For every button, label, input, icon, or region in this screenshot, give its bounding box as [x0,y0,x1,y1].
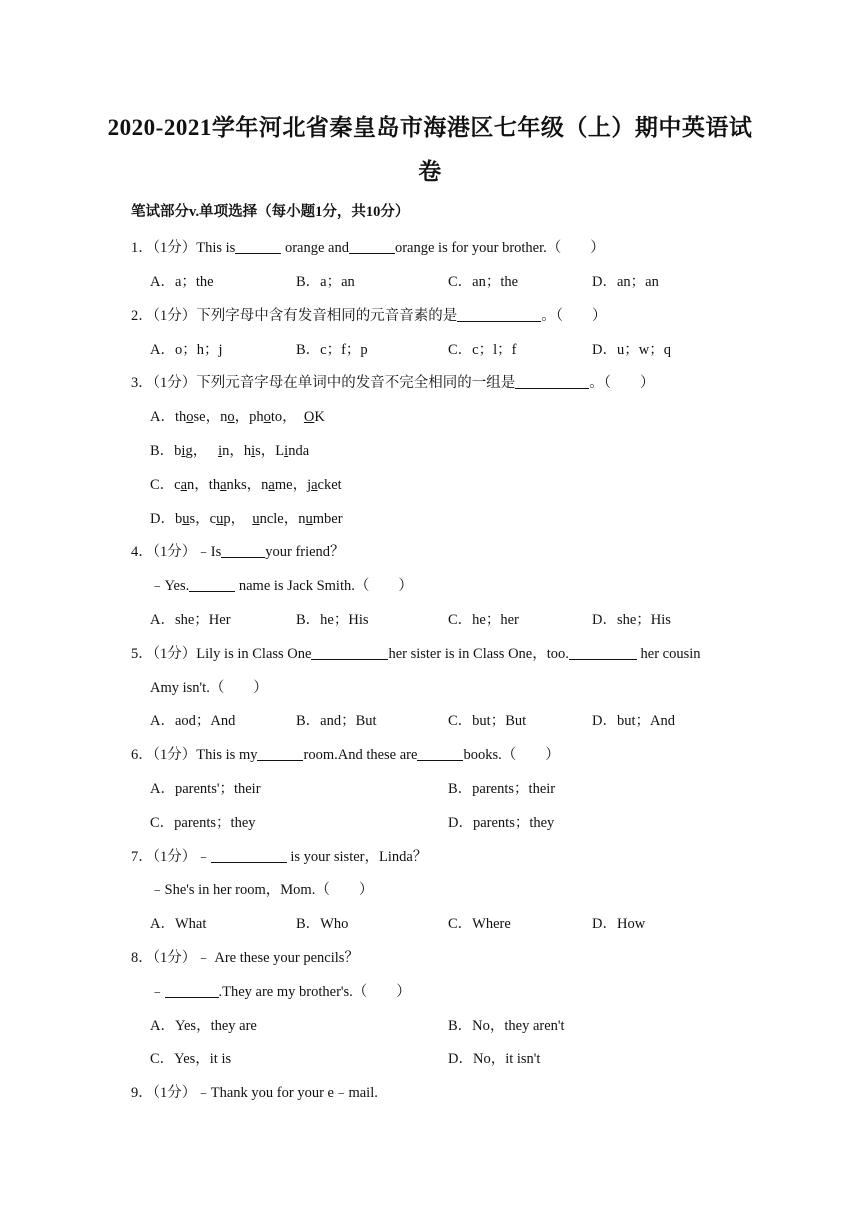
underlined-vowel: u [216,511,224,527]
question-text: her cousin [636,646,701,662]
option-a[interactable]: A．aod；And [150,713,236,729]
section-heading: 笔试部分v.单项选择（每小题1分，共10分） [131,204,410,220]
option-a[interactable]: A．o；h；j [150,342,223,358]
option-b[interactable]: B．and；But [296,713,377,729]
option-letter: B． [150,443,175,459]
question-7 [131,845,427,866]
question-2 [131,304,607,325]
answer-blank [257,746,303,761]
option-letter: A． [150,409,175,425]
question-text: Lily is in Class One [196,646,312,662]
question-text: This is my [196,747,258,763]
underlined-vowel: i [284,443,289,459]
question-5 [131,642,701,663]
underlined-vowel: o [227,409,235,425]
option-c[interactable]: C．he；her [448,612,519,628]
option-c[interactable]: C．parents；they [150,815,256,831]
underlined-vowel: u [252,511,260,527]
question-number: 6．（1分） [131,747,197,763]
question-text: is your sister，Linda？ [286,849,428,865]
answer-blank [211,848,287,863]
question-9 [131,1081,378,1102]
underlined-vowel: u [305,511,313,527]
option-c[interactable]: C．Yes，it is [150,1051,232,1067]
underlined-vowel: o [186,409,194,425]
option-b[interactable]: B．Who [296,916,349,932]
option-a[interactable]: A．Yes，they are [150,1018,257,1034]
option-b[interactable] [150,439,309,460]
option-word: can， [174,477,209,493]
option-d[interactable]: D．she；His [592,612,671,628]
option-b[interactable]: B．c；f；p [296,342,368,358]
option-b[interactable]: B．parents；their [448,781,556,797]
option-a[interactable]: A．she；Her [150,612,231,628]
option-c[interactable]: C．but；But [448,713,527,729]
question-number: 9．（1分） [131,1085,197,1101]
question-number: 7．（1分） [131,849,197,865]
underlined-vowel: o [263,409,271,425]
option-a[interactable]: A．a；the [150,274,214,290]
question-text: This is [196,240,236,256]
option-word: number [298,511,343,527]
question-text: her sister is in Class One，too. [388,646,569,662]
option-d[interactable]: D．parents；they [448,815,555,831]
question-text: ﹣Is [196,544,222,560]
option-word: Linda [275,443,310,459]
question-7-reply: ﹣She's in her room，Mom.（ ） [150,882,374,898]
option-word: bus， [174,511,210,527]
option-word: thanks， [208,477,262,493]
option-d[interactable]: D．but；And [592,713,675,729]
option-a[interactable] [150,405,325,426]
option-word: name， [261,477,308,493]
question-text: .They are my brother's.（ ） [218,984,411,1000]
question-text: 下列字母中含有发音相同的元音音素的是 [196,308,458,324]
option-word: photo， [249,409,297,425]
answer-blank [165,983,219,998]
question-number: 1．（1分） [131,240,197,256]
question-text: books.（ ） [463,747,560,763]
exam-title-line2: 卷 [418,159,442,184]
option-word: cup， [209,511,246,527]
question-text: room.And these are [303,747,418,763]
question-number: 3．（1分） [131,375,197,391]
question-4-reply [150,574,413,595]
option-d[interactable] [150,507,343,528]
option-b[interactable]: B．he；His [296,612,369,628]
question-text: 下列元音字母在单词中的发音不完全相同的一组是 [196,375,516,391]
question-number: 4．（1分） [131,544,197,560]
answer-blank [235,239,281,254]
question-text: 。（ ） [589,375,655,391]
exam-title [100,106,760,194]
question-number: 5．（1分） [131,646,197,662]
question-text: ﹣ Are these your pencils？ [196,950,359,966]
option-word: OK [303,409,325,425]
option-c[interactable]: C．c；l；f [448,342,517,358]
underlined-vowel: a [220,477,227,493]
option-b[interactable]: B．No，they aren't [448,1018,565,1034]
option-d[interactable]: D．No，it isn't [448,1051,541,1067]
option-word: big， [174,443,208,459]
question-4 [131,540,345,561]
question-text: ﹣ [196,849,211,865]
underlined-vowel: a [268,477,275,493]
question-6 [131,743,560,764]
option-letter: C． [150,477,175,493]
option-c[interactable]: C．an；the [448,274,519,290]
question-text: ﹣Thank you for your e﹣mail. [196,1085,378,1101]
option-d[interactable]: D．How [592,916,646,932]
underlined-vowel: i [218,443,223,459]
underlined-vowel: i [181,443,186,459]
question-text: your friend？ [265,544,345,560]
answer-blank [221,543,265,558]
option-word: uncle， [252,511,299,527]
question-5-cont: Amy isn't.（ ） [150,680,268,696]
answer-blank [569,645,637,660]
underlined-vowel: a [311,477,318,493]
option-word: those， [174,409,221,425]
option-word: no， [220,409,250,425]
question-3 [131,371,655,392]
option-c[interactable]: C．Where [448,916,511,932]
underlined-vowel: u [182,511,190,527]
question-text: name is Jack Smith.（ ） [235,578,413,594]
option-a[interactable]: A．parents'；their [150,781,261,797]
option-word: jacket [307,477,342,493]
question-8 [131,946,359,967]
option-word: in， [218,443,244,459]
option-a[interactable]: A．What [150,916,207,932]
question-text: 。（ ） [541,308,607,324]
question-text: ﹣ [150,984,165,1000]
option-word: his， [243,443,276,459]
answer-blank [457,307,541,322]
question-text: orange and [281,240,349,256]
answer-blank [189,577,235,592]
exam-title-line1: 2020-2021学年河北省秦皇岛市海港区七年级（上）期中英语试 [107,115,753,140]
question-number: 2．（1分） [131,308,197,324]
option-b[interactable]: B．a；an [296,274,355,290]
question-1 [131,236,605,257]
answer-blank [515,374,589,389]
option-d[interactable]: D．u；w；q [592,342,671,358]
question-number: 8．（1分） [131,950,197,966]
underlined-vowel: O [303,409,315,425]
underlined-vowel: a [180,477,188,493]
answer-blank [349,239,395,254]
question-text: orange is for your brother.（ ） [394,240,605,256]
answer-blank [311,645,388,660]
question-8-reply [150,980,411,1001]
underlined-vowel: i [251,443,256,459]
answer-blank [417,746,463,761]
option-letter: D． [150,511,175,527]
option-c[interactable] [150,473,342,494]
question-text: ﹣Yes. [150,578,190,594]
option-d[interactable]: D．an；an [592,274,659,290]
